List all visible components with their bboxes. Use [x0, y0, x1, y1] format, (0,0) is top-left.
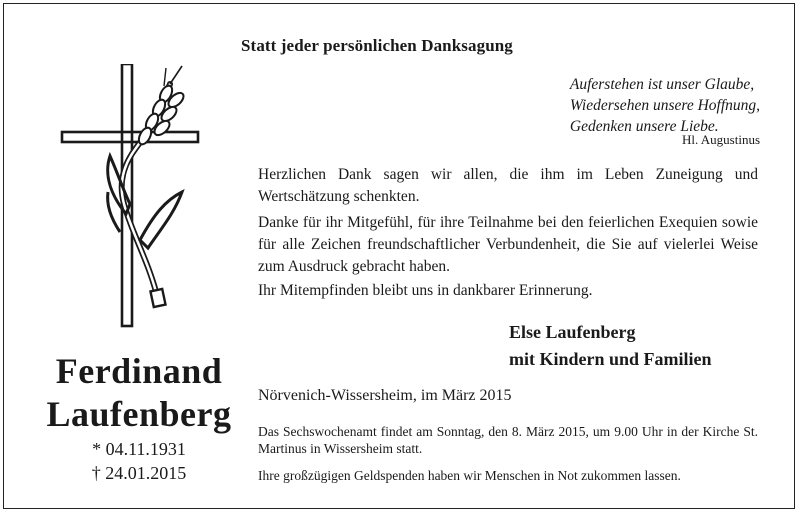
- mass-notice: Das Sechswochenamt findet am Sonntag, den 8. März 2015, um 9.00 Uhr in der Kirche St. Martinus in Wissersheim statt.: [258, 424, 758, 456]
- quote-line: Gedenken unsere Liebe.: [569, 118, 719, 135]
- signer-name: Else Laufenberg: [509, 322, 636, 342]
- stalk-end: [150, 289, 165, 307]
- birth-date: * 04.11.1931: [92, 439, 186, 459]
- deceased-last-name: Laufenberg: [46, 394, 232, 434]
- quote-line: Auferstehen ist unser Glaube,: [569, 76, 755, 93]
- wheat-ear: [136, 84, 186, 147]
- cross-with-wheat-icon: [58, 64, 203, 332]
- quote: [570, 74, 760, 137]
- signer-family: mit Kindern und Familien: [509, 349, 712, 369]
- deceased-first-name: Ferdinand: [55, 351, 223, 391]
- signers: [509, 319, 712, 373]
- place-date: Nörvenich-Wissersheim, im März 2015: [258, 387, 512, 404]
- death-date: † 24.01.2015: [91, 463, 187, 483]
- thanks-paragraph: Herzlichen Dank sagen wir allen, die ihm im Leben Zuneigung und Wertschätzung schenkten.: [258, 166, 758, 205]
- wheat-leaf: [140, 192, 182, 248]
- quote-line: Wiedersehen unsere Hoffnung,: [569, 97, 760, 114]
- headline: Statt jeder persönlichen Danksagung: [241, 36, 513, 55]
- cross-horizontal-beam: [62, 132, 198, 142]
- remembrance-paragraph: Ihr Mitempfinden bleibt uns in dankbarer Erinnerung.: [258, 282, 593, 299]
- quote-author: Hl. Augustinus: [681, 132, 760, 147]
- donation-notice: Ihre großzügigen Geldspenden haben wir Menschen in Not zukommen lassen.: [258, 468, 681, 483]
- sympathy-paragraph: Danke für ihr Mitgefühl, für ihre Teilnahme bei den feierlichen Exequien sowie für alle Zeichen freundschaftlicher Verbundenheit, die Sie auf vielerlei Weise zum Ausdruck gebracht haben.: [258, 214, 758, 275]
